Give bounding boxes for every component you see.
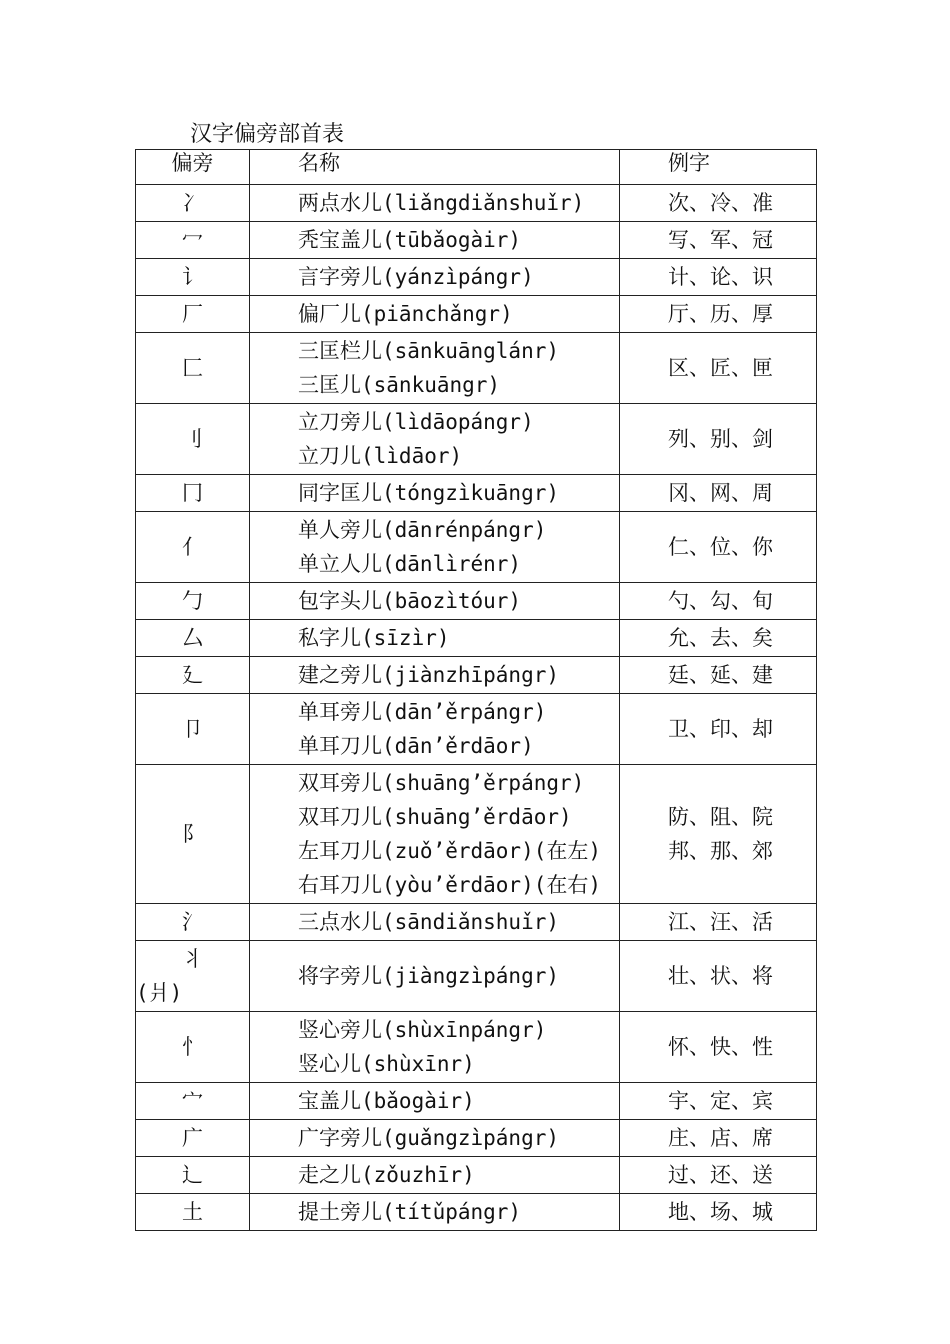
name-cell xyxy=(250,583,620,620)
example-characters: 仁、位、你 xyxy=(668,535,773,559)
radical-name: 竖心旁儿(shùxīnpángr) xyxy=(298,1018,547,1042)
radical-glyph: 辶 xyxy=(182,1163,203,1187)
radical-name: 单立人儿(dānlìrénr) xyxy=(298,552,522,576)
name-cell xyxy=(250,1157,620,1194)
examples-cell xyxy=(620,259,817,296)
table-row xyxy=(136,620,817,657)
examples-cell xyxy=(620,904,817,941)
radical-cell xyxy=(136,1157,250,1194)
example-characters: 计、论、识 xyxy=(668,265,773,289)
radical-cell xyxy=(136,941,250,1012)
radical-variant: (爿) xyxy=(136,981,183,1005)
examples-cell xyxy=(620,1120,817,1157)
examples-cell xyxy=(620,222,817,259)
name-cell xyxy=(250,475,620,512)
name-cell xyxy=(250,1120,620,1157)
radical-glyph: 卩 xyxy=(182,717,203,741)
name-cell xyxy=(250,941,620,1012)
radical-cell xyxy=(136,904,250,941)
radical-name: 两点水儿(liǎngdiǎnshuǐr) xyxy=(298,191,585,215)
radical-name: 将字旁儿(jiàngzìpángr) xyxy=(298,964,560,988)
radical-name: 三匡栏儿(sānkuānglánr) xyxy=(298,339,560,363)
radical-cell xyxy=(136,657,250,694)
radical-name: 广字旁儿(guǎngzìpángr) xyxy=(298,1126,560,1150)
header-name: 名称 xyxy=(250,150,620,185)
radical-name: 单人旁儿(dānrénpángr) xyxy=(298,518,547,542)
table-row xyxy=(136,1120,817,1157)
radical-name: 言字旁儿(yánzìpángr) xyxy=(298,265,534,289)
example-characters: 江、汪、活 xyxy=(668,910,773,934)
radical-name: 单耳刀儿(dān’ěrdāor) xyxy=(298,734,534,758)
examples-cell xyxy=(620,941,817,1012)
radical-glyph: 讠 xyxy=(182,265,203,289)
examples-cell xyxy=(620,296,817,333)
name-cell xyxy=(250,1194,620,1231)
page-title: 汉字偏旁部首表 xyxy=(190,122,345,147)
radical-name: 竖心儿(shùxīnr) xyxy=(298,1052,475,1076)
radical-name: 三匡儿(sānkuāngr) xyxy=(298,373,501,397)
examples-cell xyxy=(620,512,817,583)
radical-name: 右耳刀儿(yòu’ěrdāor)(在右) xyxy=(298,873,602,897)
radical-glyph: 冂 xyxy=(182,481,203,505)
examples-cell xyxy=(620,765,817,904)
examples-cell xyxy=(620,657,817,694)
radical-glyph: 匚 xyxy=(182,356,203,380)
radical-name: 包字头儿(bāozìtóur) xyxy=(298,589,522,613)
examples-cell xyxy=(620,620,817,657)
header-radical: 偏旁 xyxy=(136,150,250,185)
example-characters: 地、场、城 xyxy=(668,1200,773,1224)
radical-name: 立刀旁儿(lìdāopángr) xyxy=(298,410,534,434)
radical-glyph: 冫 xyxy=(182,191,203,215)
radical-cell xyxy=(136,296,250,333)
radical-glyph: 广 xyxy=(182,1126,203,1150)
radical-cell xyxy=(136,259,250,296)
examples-cell xyxy=(620,1083,817,1120)
name-cell xyxy=(250,185,620,222)
examples-cell xyxy=(620,694,817,765)
table-row xyxy=(136,941,817,1012)
radical-name: 双耳旁儿(shuāng’ěrpángr) xyxy=(298,771,585,795)
name-cell xyxy=(250,765,620,904)
example-characters: 厅、历、厚 xyxy=(668,302,773,326)
name-cell xyxy=(250,1012,620,1083)
radical-glyph: 土 xyxy=(182,1200,203,1224)
name-cell xyxy=(250,333,620,404)
radical-glyph: 厶 xyxy=(182,626,203,650)
table-row xyxy=(136,657,817,694)
name-cell xyxy=(250,620,620,657)
radical-glyph: 宀 xyxy=(182,1089,203,1113)
example-characters: 过、还、送 xyxy=(668,1163,773,1187)
example-characters: 冈、网、周 xyxy=(668,481,773,505)
example-characters: 廷、延、建 xyxy=(668,663,773,687)
example-characters: 列、别、剑 xyxy=(668,427,773,451)
radical-cell xyxy=(136,583,250,620)
table-row xyxy=(136,222,817,259)
examples-cell xyxy=(620,404,817,475)
radical-glyph: 冖 xyxy=(182,228,203,252)
radical-glyph: 氵 xyxy=(182,910,203,934)
radical-glyph: 廴 xyxy=(182,663,203,687)
radical-name: 私字儿(sīzìr) xyxy=(298,626,450,650)
table-row xyxy=(136,475,817,512)
radical-name: 同字匡儿(tóngzìkuāngr) xyxy=(298,481,560,505)
table-row xyxy=(136,333,817,404)
examples-cell xyxy=(620,475,817,512)
example-characters: 防、阻、院 xyxy=(668,805,773,829)
examples-cell xyxy=(620,1157,817,1194)
radical-name: 双耳刀儿(shuāng’ěrdāor) xyxy=(298,805,572,829)
radical-cell xyxy=(136,475,250,512)
name-cell xyxy=(250,1083,620,1120)
header-examples: 例字 xyxy=(620,150,817,185)
name-cell xyxy=(250,259,620,296)
table-row xyxy=(136,296,817,333)
table-row xyxy=(136,1012,817,1083)
example-characters: 庄、店、席 xyxy=(668,1126,773,1150)
name-cell xyxy=(250,904,620,941)
name-cell xyxy=(250,296,620,333)
table-row xyxy=(136,904,817,941)
radical-name: 左耳刀儿(zuǒ’ěrdāor)(在左) xyxy=(298,839,602,863)
radical-name: 走之儿(zǒuzhīr) xyxy=(298,1163,475,1187)
table-row xyxy=(136,259,817,296)
table-row xyxy=(136,694,817,765)
table-row xyxy=(136,583,817,620)
table-row xyxy=(136,404,817,475)
example-characters: 次、冷、准 xyxy=(668,191,773,215)
name-cell xyxy=(250,222,620,259)
table-row xyxy=(136,1083,817,1120)
radical-cell xyxy=(136,1120,250,1157)
examples-cell xyxy=(620,583,817,620)
radical-cell xyxy=(136,765,250,904)
table-row xyxy=(136,1194,817,1231)
radical-cell xyxy=(136,222,250,259)
table-row xyxy=(136,765,817,904)
example-characters: 写、军、冠 xyxy=(668,228,773,252)
radical-name: 单耳旁儿(dān’ěrpángr) xyxy=(298,700,547,724)
radical-cell xyxy=(136,185,250,222)
radical-glyph: 刂 xyxy=(182,427,203,451)
example-characters: 允、去、矣 xyxy=(668,626,773,650)
example-characters: 卫、印、却 xyxy=(668,717,773,741)
radical-table xyxy=(135,149,817,1231)
radical-name: 宝盖儿(bǎogàir) xyxy=(298,1089,475,1113)
radical-glyph: 阝 xyxy=(182,822,203,846)
radical-name: 秃宝盖儿(tūbǎogàir) xyxy=(298,228,522,252)
examples-cell xyxy=(620,185,817,222)
radical-cell xyxy=(136,512,250,583)
radical-name: 偏厂儿(piānchǎngr) xyxy=(298,302,513,326)
table-row xyxy=(136,512,817,583)
radical-glyph: 亻 xyxy=(182,535,203,559)
radical-cell xyxy=(136,333,250,404)
radical-cell xyxy=(136,404,250,475)
radical-cell xyxy=(136,1012,250,1083)
radical-name: 建之旁儿(jiànzhīpángr) xyxy=(298,663,560,687)
name-cell xyxy=(250,404,620,475)
radical-glyph: 勹 xyxy=(182,589,203,613)
examples-cell xyxy=(620,333,817,404)
example-characters: 邦、那、郊 xyxy=(668,839,773,863)
radical-cell xyxy=(136,620,250,657)
radical-name: 三点水儿(sāndiǎnshuǐr) xyxy=(298,910,560,934)
table-row xyxy=(136,1157,817,1194)
radical-name: 提土旁儿(títǔpángr) xyxy=(298,1200,522,1224)
radical-cell xyxy=(136,694,250,765)
table-header-row xyxy=(136,150,817,185)
example-characters: 壮、状、将 xyxy=(668,964,773,988)
example-characters: 区、匠、匣 xyxy=(668,356,773,380)
example-characters: 宇、定、宾 xyxy=(668,1089,773,1113)
table-row xyxy=(136,185,817,222)
radical-cell xyxy=(136,1083,250,1120)
name-cell xyxy=(250,694,620,765)
radical-glyph: 丬 xyxy=(182,947,203,971)
examples-cell xyxy=(620,1012,817,1083)
radical-glyph: 厂 xyxy=(182,302,203,326)
examples-cell xyxy=(620,1194,817,1231)
radical-name: 立刀儿(lìdāor) xyxy=(298,444,463,468)
name-cell xyxy=(250,512,620,583)
name-cell xyxy=(250,657,620,694)
radical-glyph: 忄 xyxy=(182,1035,203,1059)
radical-cell xyxy=(136,1194,250,1231)
example-characters: 勺、勾、旬 xyxy=(668,589,773,613)
example-characters: 怀、快、性 xyxy=(668,1035,773,1059)
